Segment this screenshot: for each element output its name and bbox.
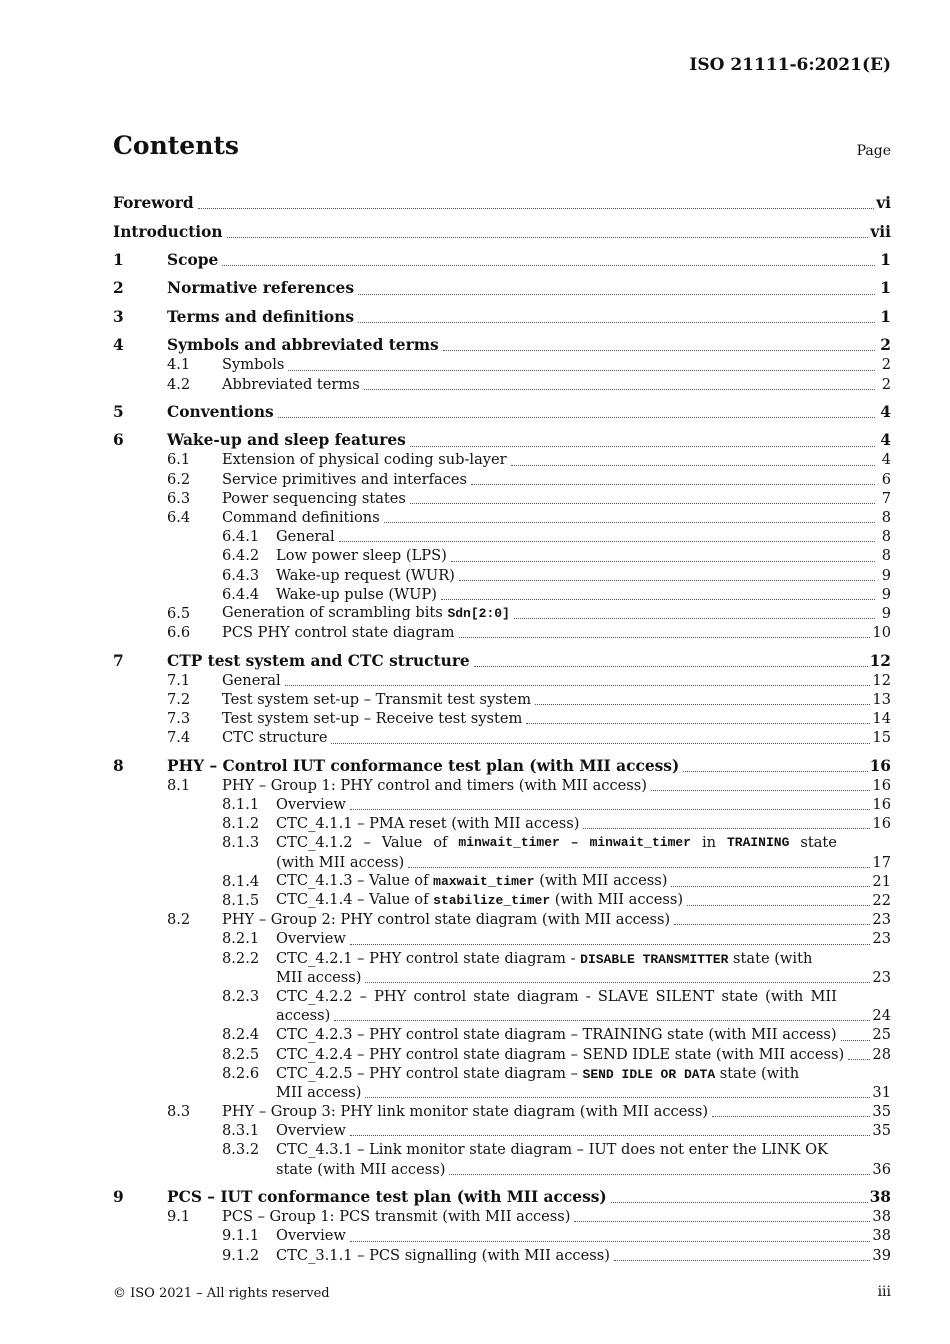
page-number: iii (877, 1284, 891, 1300)
toc-number: 8.1.4 (222, 872, 260, 890)
toc-entry-9[interactable] (113, 1179, 891, 1207)
dot-leader (198, 208, 875, 209)
toc-entry-8-1[interactable] (113, 776, 891, 795)
toc-page: 4 (881, 451, 891, 469)
code-term: maxwait_timer (433, 873, 535, 889)
toc-page: 35 (872, 1103, 891, 1121)
toc-entry-9-1-1[interactable] (113, 1226, 891, 1245)
toc-title: Symbols and abbreviated terms (167, 336, 439, 355)
toc-number: 6.1 (167, 451, 191, 469)
toc-page: 36 (872, 1160, 891, 1178)
toc-title: Command definitions (222, 509, 380, 527)
toc-number: 8.2.4 (222, 1026, 260, 1044)
toc-number: 7.3 (167, 710, 191, 728)
dot-leader (384, 522, 875, 523)
toc-page: 14 (872, 710, 891, 728)
toc-title: CTC_4.2.4 – PHY control state diagram – SEND IDLE state (with MII access) (276, 1045, 845, 1063)
toc-page: vi (876, 194, 891, 213)
toc-word: diagram (516, 987, 579, 1005)
toc-entry-6-1[interactable] (113, 451, 891, 470)
toc-word: – (359, 987, 367, 1005)
page-title: Contents (113, 131, 240, 160)
toc-title-text: state (with (728, 949, 813, 967)
dot-leader (350, 809, 871, 810)
toc-number: 6.4.2 (222, 547, 260, 565)
toc-page: 16 (872, 796, 891, 814)
toc-page: 23 (872, 930, 891, 948)
dot-leader (687, 905, 870, 906)
toc-number: 8.2.3 (222, 987, 260, 1005)
toc-entry-9-1[interactable] (113, 1207, 891, 1226)
toc-entry-8-2-1[interactable] (113, 929, 891, 948)
toc-number: 8 (113, 756, 124, 775)
toc-title: CTC_4.1.1 – PMA reset (with MII access) (276, 815, 580, 833)
toc-number: 5 (113, 402, 124, 421)
toc-entry-8-3-2[interactable] (113, 1140, 891, 1178)
toc-title: PHY – Control IUT conformance test plan (with MII access) (167, 756, 680, 775)
toc-title: General (222, 671, 281, 689)
toc-title: CTP test system and CTC structure (167, 651, 470, 670)
dot-leader (511, 465, 875, 466)
code-term: stabilize_timer (433, 893, 551, 909)
toc-entry-3[interactable] (113, 299, 891, 327)
toc-number: 6.4.3 (222, 566, 260, 584)
toc-entry-8-1-1[interactable] (113, 795, 891, 814)
toc-number: 6.4.4 (222, 585, 260, 603)
dot-leader (614, 1260, 871, 1261)
toc-page: 10 (872, 624, 891, 642)
toc-word: CTC_4.2.2 (276, 987, 353, 1005)
dot-leader (364, 389, 875, 390)
toc-title: General (276, 528, 335, 546)
toc-word: state (721, 987, 759, 1005)
toc-title-line (276, 833, 837, 852)
toc-title: CTC_3.1.1 – PCS signalling (with MII access) (276, 1246, 610, 1264)
dot-leader (449, 1174, 870, 1175)
dot-leader (441, 599, 875, 600)
dot-leader (611, 1202, 868, 1203)
dot-leader (474, 666, 868, 667)
toc-page: 38 (869, 1188, 891, 1207)
dot-leader (350, 1241, 871, 1242)
toc-number: 8.1.2 (222, 815, 260, 833)
dot-leader (526, 723, 870, 724)
toc-page: 22 (872, 892, 891, 910)
toc-number: 8.2.2 (222, 949, 260, 967)
toc-title: Overview (276, 1122, 346, 1140)
toc-page: 16 (872, 815, 891, 833)
dot-leader (459, 580, 875, 581)
toc-title: PHY – Group 2: PHY control state diagram (with MII access) (222, 911, 671, 929)
toc-entry-8-3[interactable] (113, 1102, 891, 1121)
dot-leader (712, 1116, 870, 1117)
toc-entry-8-2-5[interactable] (113, 1045, 891, 1064)
toc-number: 6.3 (167, 489, 191, 507)
dot-leader (651, 790, 871, 791)
dot-leader (674, 924, 870, 925)
toc-page: 16 (869, 756, 891, 775)
toc-title: Service primitives and interfaces (222, 470, 468, 488)
toc-entry-8[interactable] (113, 748, 891, 776)
dot-leader (227, 237, 869, 238)
toc-number: 8.1.1 (222, 796, 260, 814)
toc-title: CTC structure (222, 729, 328, 747)
toc-page: 35 (872, 1122, 891, 1140)
code-term: SEND IDLE OR DATA (582, 1066, 716, 1082)
toc-number: 4.2 (167, 375, 191, 393)
toc-number: 8.1.3 (222, 834, 260, 852)
dot-leader (222, 265, 875, 266)
toc-page: 2 (880, 336, 891, 355)
toc-number: 8.2 (167, 911, 191, 929)
toc-word: Value (381, 834, 423, 852)
toc-number: 8.2.5 (222, 1045, 260, 1063)
toc-page: 23 (872, 968, 891, 986)
toc-word: state (800, 834, 837, 852)
toc-page: 1 (880, 279, 891, 298)
toc-entry-6-2[interactable] (113, 470, 891, 489)
toc-title: Conventions (167, 402, 274, 421)
dot-leader (683, 771, 867, 772)
document-id: ISO 21111-6:2021(E) (689, 55, 891, 75)
code-term: minwait_timer (589, 835, 691, 851)
toc-number: 9.1 (167, 1208, 191, 1226)
toc-page: 8 (881, 509, 891, 527)
toc-entry-8-1-2[interactable] (113, 814, 891, 833)
dot-leader (408, 867, 870, 868)
toc-number: 9.1.2 (222, 1246, 260, 1264)
toc-number: 8.3 (167, 1103, 191, 1121)
toc-title: Terms and definitions (167, 307, 355, 326)
toc-entry-7-1[interactable] (113, 671, 891, 690)
toc-page: 24 (872, 1007, 891, 1025)
toc-entry-7-4[interactable] (113, 728, 891, 747)
toc-page: 13 (872, 690, 891, 708)
dot-leader (365, 982, 870, 983)
page-column-label: Page (856, 143, 891, 159)
code-term: minwait_timer (458, 835, 560, 851)
toc-number: 6.2 (167, 470, 191, 488)
toc-entry-9-1-2[interactable] (113, 1246, 891, 1265)
toc-number: 7.4 (167, 729, 191, 747)
toc-entry-6-3[interactable] (113, 489, 891, 508)
dot-leader (671, 886, 870, 887)
code-term: TRAINING (726, 835, 790, 851)
toc-entry-6-4-3[interactable] (113, 566, 891, 585)
toc-page: 9 (881, 585, 891, 603)
toc-number: 1 (113, 250, 124, 269)
toc-entry-6-4-4[interactable] (113, 585, 891, 604)
dot-leader (350, 944, 871, 945)
toc-number: 7.2 (167, 690, 191, 708)
dot-leader (443, 350, 875, 351)
toc-title: MII access) (276, 968, 362, 986)
toc-number: 9.1.1 (222, 1227, 260, 1245)
dot-leader (334, 1020, 870, 1021)
toc-title: CTC_4.2.3 – PHY control state diagram – TRAINING state (with MII access) (276, 1026, 837, 1044)
toc-title (276, 871, 669, 891)
toc-title: PCS – Group 1: PCS transmit (with MII access) (222, 1208, 571, 1226)
toc-title: Introduction (113, 222, 223, 241)
toc-number: 8.2.1 (222, 930, 260, 948)
toc-word: – (570, 835, 579, 851)
toc-title: Abbreviated terms (222, 375, 360, 393)
toc-title: PHY – Group 1: PHY control and timers (with MII access) (222, 776, 647, 794)
toc-word: of (433, 834, 448, 852)
toc-number: 6 (113, 431, 124, 450)
toc-title-line (276, 987, 837, 1006)
dot-leader (331, 743, 870, 744)
toc-entry-2[interactable] (113, 270, 891, 298)
toc-page: 9 (881, 604, 891, 622)
toc-page: 8 (881, 547, 891, 565)
toc-title: Wake-up request (WUR) (276, 566, 455, 584)
code-term: Sdn[2:0] (447, 605, 510, 621)
toc-number: 7 (113, 651, 124, 670)
toc-entry-8-2-6[interactable] (113, 1064, 891, 1102)
code-term: DISABLE TRANSMITTER (580, 951, 729, 967)
toc-page: 39 (872, 1246, 891, 1264)
toc-title: MII access) (276, 1083, 362, 1101)
toc-number: 6.5 (167, 604, 191, 622)
toc-page: 31 (872, 1083, 891, 1101)
toc-page: 7 (881, 489, 891, 507)
toc-title: Extension of physical coding sub-layer (222, 451, 507, 469)
dot-leader (583, 828, 870, 829)
toc-entry-8-3-1[interactable] (113, 1121, 891, 1140)
toc-title: Wake-up and sleep features (167, 431, 406, 450)
toc-title: Test system set-up – Transmit test system (222, 690, 532, 708)
dot-leader (288, 370, 875, 371)
toc-word: SLAVE (597, 987, 649, 1005)
toc-entry-8-2-4[interactable] (113, 1025, 891, 1044)
toc-number: 6.4 (167, 509, 191, 527)
toc-entry-4-1[interactable] (113, 355, 891, 374)
toc-title (276, 950, 814, 967)
toc-word: – (363, 834, 371, 852)
toc-number: 4.1 (167, 356, 191, 374)
dot-leader (848, 1059, 870, 1060)
toc-page: 2 (881, 356, 891, 374)
toc-page: 4 (880, 402, 891, 421)
toc-title-text: (with MII access) (534, 871, 668, 889)
toc-page: 15 (872, 729, 891, 747)
toc-title: Test system set-up – Receive test system (222, 710, 523, 728)
dot-leader (358, 294, 875, 295)
toc-page: 1 (880, 250, 891, 269)
toc-number: 8.3.2 (222, 1141, 260, 1159)
toc-number: 8.1.5 (222, 892, 260, 910)
toc-number: 2 (113, 279, 124, 298)
toc-entry-4[interactable] (113, 327, 891, 355)
toc-page: 38 (872, 1208, 891, 1226)
dot-leader (365, 1097, 870, 1098)
toc-title: Overview (276, 796, 346, 814)
toc-page: 28 (872, 1045, 891, 1063)
toc-page: 4 (880, 431, 891, 450)
toc-title: CTC_4.3.1 – Link monitor state diagram – IUT does not enter the LINK OK (276, 1141, 828, 1159)
toc-title-text: CTC_4.1.3 – Value of (276, 871, 434, 889)
dot-leader (358, 322, 875, 323)
toc-title (276, 1065, 801, 1082)
toc-page: 1 (880, 307, 891, 326)
toc-number: 8.1 (167, 776, 191, 794)
toc-title: Power sequencing states (222, 489, 406, 507)
toc-word: - (585, 987, 591, 1005)
dot-leader (285, 685, 871, 686)
toc-title: Normative references (167, 279, 354, 298)
toc-entry-7[interactable] (113, 642, 891, 670)
toc-entry-8-2-3[interactable] (113, 987, 891, 1025)
toc-title-text: CTC_4.1.4 – Value of (276, 891, 434, 909)
dot-leader (471, 484, 875, 485)
dot-leader (841, 1040, 871, 1041)
toc-entry-7-3[interactable] (113, 709, 891, 728)
toc-page: 8 (881, 528, 891, 546)
toc-entry-6[interactable] (113, 422, 891, 450)
toc-entry-6-4[interactable] (113, 508, 891, 527)
dot-leader (535, 704, 870, 705)
toc-entry-5[interactable] (113, 394, 891, 422)
toc-word: PHY (374, 987, 407, 1005)
toc-title: PCS PHY control state diagram (222, 624, 455, 642)
toc-entry-7-2[interactable] (113, 690, 891, 709)
toc-word: CTC_4.1.2 (276, 834, 353, 852)
toc-title: Low power sleep (LPS) (276, 547, 447, 565)
dot-leader (278, 417, 875, 418)
toc-title-text: state (with (715, 1064, 800, 1082)
toc-page: 23 (872, 911, 891, 929)
toc-title (222, 603, 512, 623)
toc-entry-1[interactable] (113, 242, 891, 270)
toc-title: Overview (276, 1227, 346, 1245)
toc-title: Foreword (113, 194, 194, 213)
toc-entry-4-2[interactable] (113, 375, 891, 394)
dot-leader (574, 1221, 870, 1222)
toc-page: 38 (872, 1227, 891, 1245)
toc-title: state (with MII access) (276, 1160, 446, 1178)
toc-page: 12 (869, 651, 891, 670)
toc-entry-8-2-2[interactable] (113, 949, 891, 987)
dot-leader (459, 637, 871, 638)
copyright-notice: © ISO 2021 – All rights reserved (113, 1286, 330, 1301)
toc-title: (with MII access) (276, 853, 405, 871)
toc-title-text: CTC_4.2.5 – PHY control state diagram – (276, 1064, 583, 1082)
toc-number: 6.4.1 (222, 528, 260, 546)
toc-page: 9 (881, 566, 891, 584)
toc-title: Symbols (222, 356, 285, 374)
toc-page: 16 (872, 776, 891, 794)
toc-word: state (473, 987, 510, 1005)
toc-title: Scope (167, 250, 219, 269)
toc-title: Overview (276, 930, 346, 948)
toc-title: PCS – IUT conformance test plan (with MII access) (167, 1188, 607, 1207)
toc-page: 25 (872, 1026, 891, 1044)
toc-title: access) (276, 1007, 331, 1025)
toc-word: control (413, 987, 467, 1005)
toc-entry-foreword[interactable] (113, 185, 891, 213)
toc-page: 2 (881, 375, 891, 393)
toc-entry-6-6[interactable] (113, 623, 891, 642)
toc-word: in (701, 834, 717, 852)
toc-number: 8.2.6 (222, 1064, 260, 1082)
toc-word: (with (765, 987, 804, 1005)
toc-entry-6-5[interactable] (113, 604, 891, 623)
toc-number: 6.6 (167, 624, 191, 642)
toc-number: 9 (113, 1188, 124, 1207)
dot-leader (451, 561, 875, 562)
toc-entry-6-4-2[interactable] (113, 546, 891, 565)
toc-entry-8-1-4[interactable] (113, 872, 891, 891)
toc-title (276, 890, 685, 910)
toc-page: 17 (872, 853, 891, 871)
toc-entry-8-1-3[interactable] (113, 833, 891, 871)
toc-page: 21 (872, 872, 891, 890)
toc-title: PHY – Group 3: PHY link monitor state diagram (with MII access) (222, 1103, 709, 1121)
toc-entry-introduction[interactable] (113, 213, 891, 241)
toc-number: 7.1 (167, 671, 191, 689)
toc-entry-6-4-1[interactable] (113, 527, 891, 546)
toc-title-text: Generation of scrambling bits (222, 603, 448, 621)
toc-number: 4 (113, 336, 124, 355)
toc-word: SILENT (655, 987, 715, 1005)
toc-title-text: CTC_4.2.1 – PHY control state diagram - (276, 949, 581, 967)
toc-word: MII (810, 987, 837, 1005)
toc-page: 12 (872, 671, 891, 689)
toc-page: 6 (881, 470, 891, 488)
toc-title-text: (with MII access) (550, 891, 684, 909)
toc-page: vii (870, 222, 891, 241)
toc-number: 3 (113, 307, 124, 326)
toc-entry-8-2[interactable] (113, 910, 891, 929)
dot-leader (410, 503, 875, 504)
toc-number: 8.3.1 (222, 1122, 260, 1140)
dot-leader (514, 618, 875, 619)
toc-entry-8-1-5[interactable] (113, 891, 891, 910)
dot-leader (339, 541, 875, 542)
toc-title: Wake-up pulse (WUP) (276, 585, 437, 603)
table-of-contents (113, 185, 891, 1265)
dot-leader (410, 446, 875, 447)
dot-leader (350, 1135, 871, 1136)
